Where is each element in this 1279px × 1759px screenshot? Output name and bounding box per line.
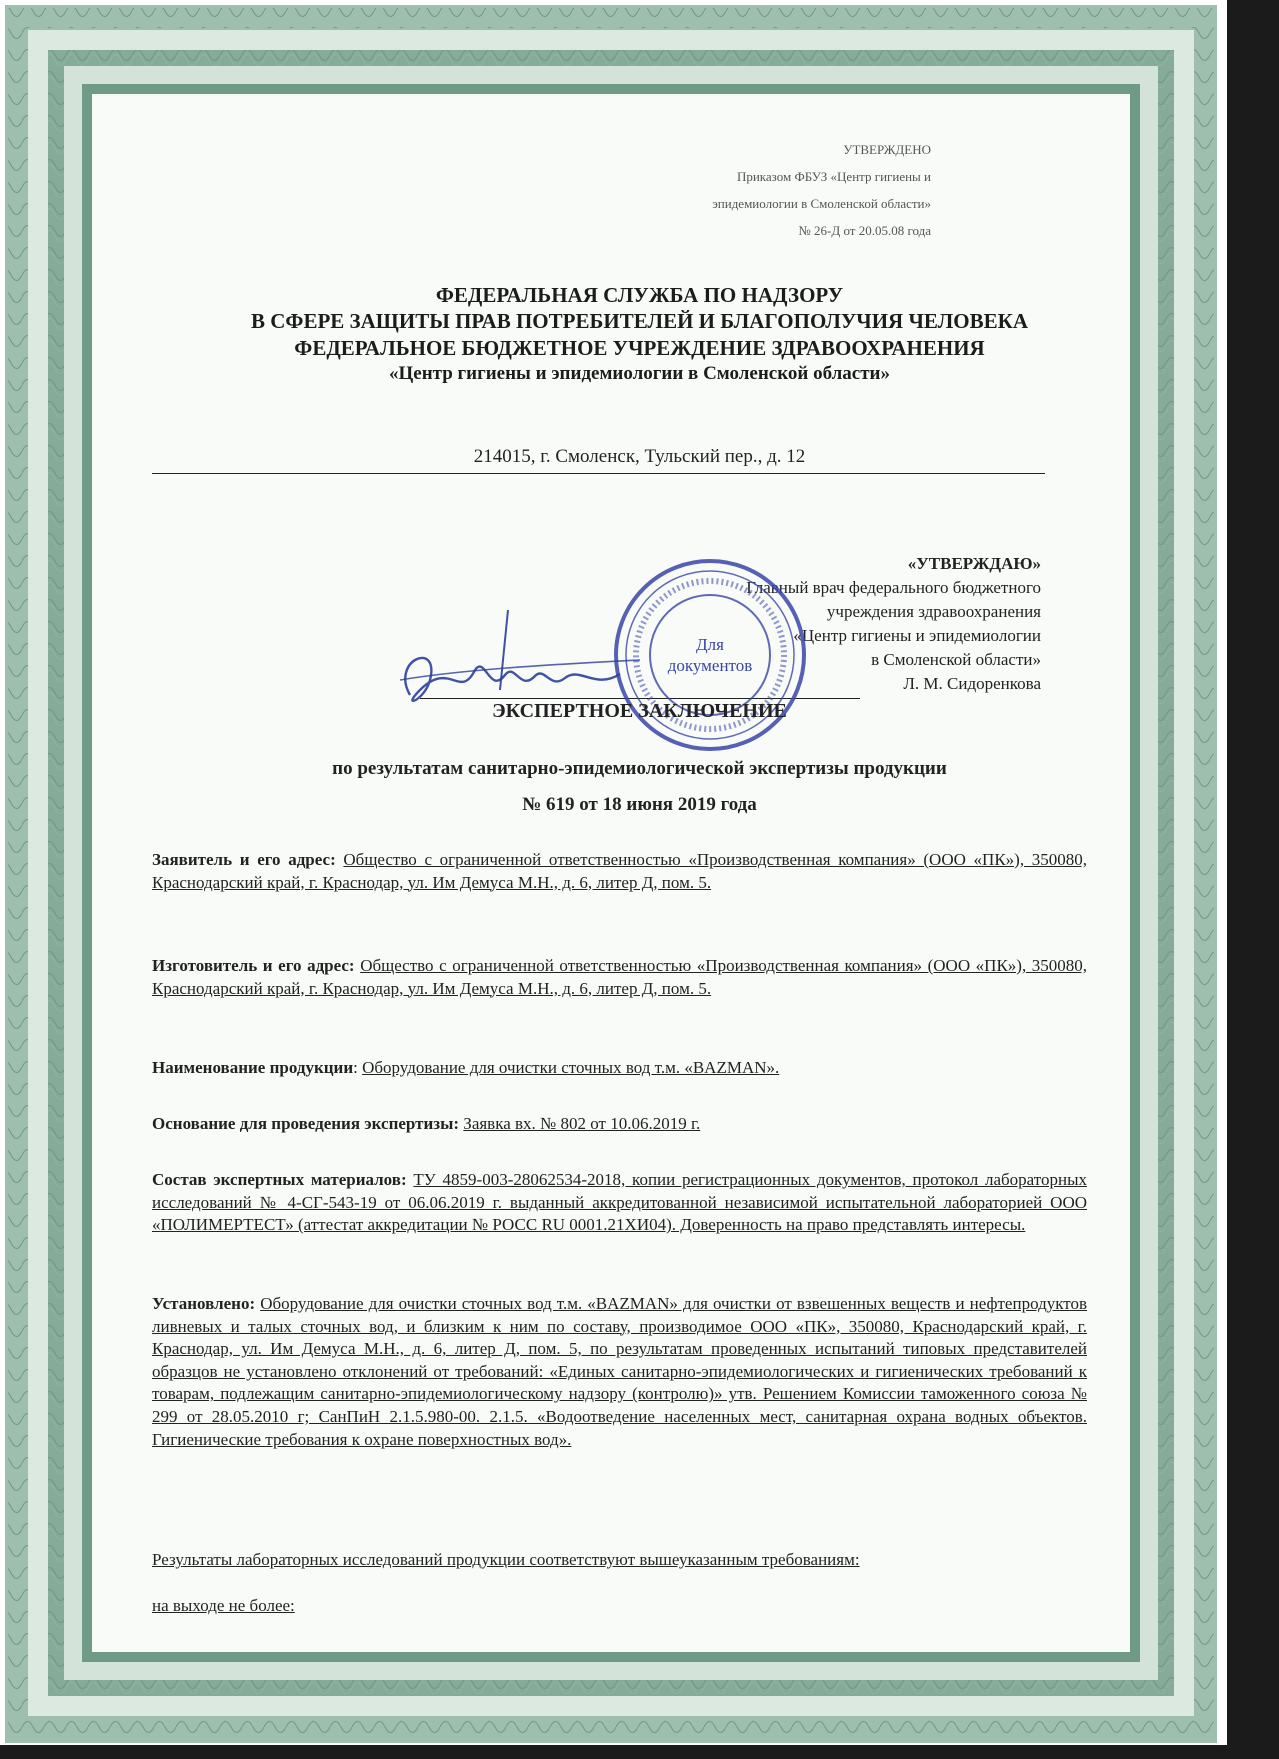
- stamp-text: Для: [696, 635, 724, 654]
- materials-field: [152, 1169, 1087, 1237]
- manufacturer-label: Изготовитель и его адрес:: [152, 956, 355, 975]
- scan-edge: [1227, 0, 1279, 1759]
- approve-title: [908, 553, 1041, 575]
- approved-line: № 26-Д от 20.05.08 года: [798, 223, 931, 238]
- organization-address: 214015, г. Смоленск, Тульский пер., д. 12: [473, 446, 806, 467]
- divider: [152, 473, 1045, 474]
- approve-line: учреждения здравоохранения: [826, 602, 1041, 621]
- applicant-field: [152, 849, 1087, 894]
- established-value: Оборудование для очистки сточных вод т.м. «BAZMAN» для очистки от взвешенных веществ и нефтепродуктов ливневых и талых сточных вод, и близким к ним по составу, производимое ООО «ПК», 350080, Краснодарский край, г. Краснодар, ул. Им Демуса М.Н., д. 6, литер Д, пом. 5, по результатам проведенных испытаний типовых представителей образцов не установлено отклонений от требований: «Единых санитарно-эпидемиологических и гигиенических требований к товарам, подлежащим санитарно-эпидемиологическому надзору (контролю)» утв. Решением Комиссии таможенного союза № 299 от 28.05.2010 г; СанПиН 2.1.5.980-00. 2.1.5. «Водоотведение населенных мест, санитарная охрана водных объектов. Гигиенические требования к охране поверхностных вод».: [152, 1294, 1087, 1449]
- header-line: «Центр гигиены и эпидемиологии в Смоленской области»: [388, 363, 890, 384]
- established-field: [152, 1293, 1087, 1451]
- manufacturer-value: Общество с ограниченной ответственностью «Производственная компания» (ООО «ПК»), 350080, Краснодарский край, г. Краснодар, ул. Им Демуса М.Н., д. 6, литер Д, пом. 5.: [152, 956, 1088, 998]
- header-line: ФЕДЕРАЛЬНАЯ СЛУЖБА ПО НАДЗОРУ: [435, 283, 844, 307]
- scan-edge: [0, 1745, 1279, 1759]
- header-line: ФЕДЕРАЛЬНОЕ БЮДЖЕТНОЕ УЧРЕЖДЕНИЕ ЗДРАВООХРАНЕНИЯ: [294, 336, 985, 360]
- product-value: Оборудование для очистки сточных вод т.м. «BAZMAN».: [362, 1058, 780, 1077]
- document-subtitle: по результатам санитарно-эпидемиологической экспертизы продукции: [332, 758, 947, 779]
- applicant-value: Общество с ограниченной ответственностью «Производственная компания» (ООО «ПК»), 350080, Краснодарский край, г. Краснодар, ул. Им Демуса М.Н., д. 6, литер Д, пом. 5.: [152, 850, 1087, 892]
- basis-label: Основание для проведения экспертизы:: [152, 1114, 460, 1133]
- established-label: Установлено:: [152, 1294, 256, 1313]
- approved-line: Приказом ФБУЗ «Центр гигиены и: [736, 169, 931, 184]
- approved-line: УТВЕРЖДЕНО: [843, 142, 931, 157]
- materials-label: Состав экспертных материалов:: [152, 1170, 407, 1189]
- document-title: ЭКСПЕРТНОЕ ЗАКЛЮЧЕНИЕ: [492, 700, 787, 722]
- results-field: [152, 1549, 1087, 1572]
- product-label: Наименование продукции: [152, 1058, 354, 1077]
- results-value: Результаты лабораторных исследований продукции соответствуют вышеуказанным требованиям:: [152, 1550, 860, 1569]
- applicant-label: Заявитель и его адрес:: [152, 850, 336, 869]
- approve-line: «Центр гигиены и эпидемиологии: [793, 626, 1041, 645]
- document-number: № 619 от 18 июня 2019 года: [522, 794, 757, 815]
- stamp-text: документов: [667, 656, 753, 675]
- results-tail: на выходе не более:: [152, 1596, 295, 1615]
- product-field: Наименование продукции: Оборудование для очистки сточных вод т.м. «BAZMAN».: [152, 1058, 780, 1077]
- approve-line: Главный врач федерального бюджетного: [746, 578, 1041, 597]
- header-line: В СФЕРЕ ЗАЩИТЫ ПРАВ ПОТРЕБИТЕЛЕЙ И БЛАГОПОЛУЧИЯ ЧЕЛОВЕКА: [251, 309, 1028, 333]
- approve-line: в Смоленской области»: [871, 650, 1041, 669]
- results-tail-field: [152, 1595, 1087, 1618]
- approve-title-text: «УТВЕРЖДАЮ»: [907, 554, 1041, 573]
- manufacturer-field: [152, 955, 1087, 1000]
- basis-value: Заявка вх. № 802 от 10.06.2019 г.: [463, 1114, 701, 1133]
- materials-value: ТУ 4859-003-28062534-2018, копии регистрационных документов, протокол лабораторных исследований № 4-СГ-543-19 от 06.06.2019 г. выданный аккредитованной независимой испытательной лабораторией ООО «ПОЛИМЕРТЕСТ» (аттестат аккредитации № РОСС RU 0001.21ХИ04). Доверенность на право представлять интересы.: [152, 1170, 1087, 1235]
- basis-field: [152, 1113, 1087, 1136]
- approved-line: эпидемиологии в Смоленской области»: [712, 196, 931, 211]
- approve-signer: Л. М. Сидоренкова: [903, 674, 1041, 693]
